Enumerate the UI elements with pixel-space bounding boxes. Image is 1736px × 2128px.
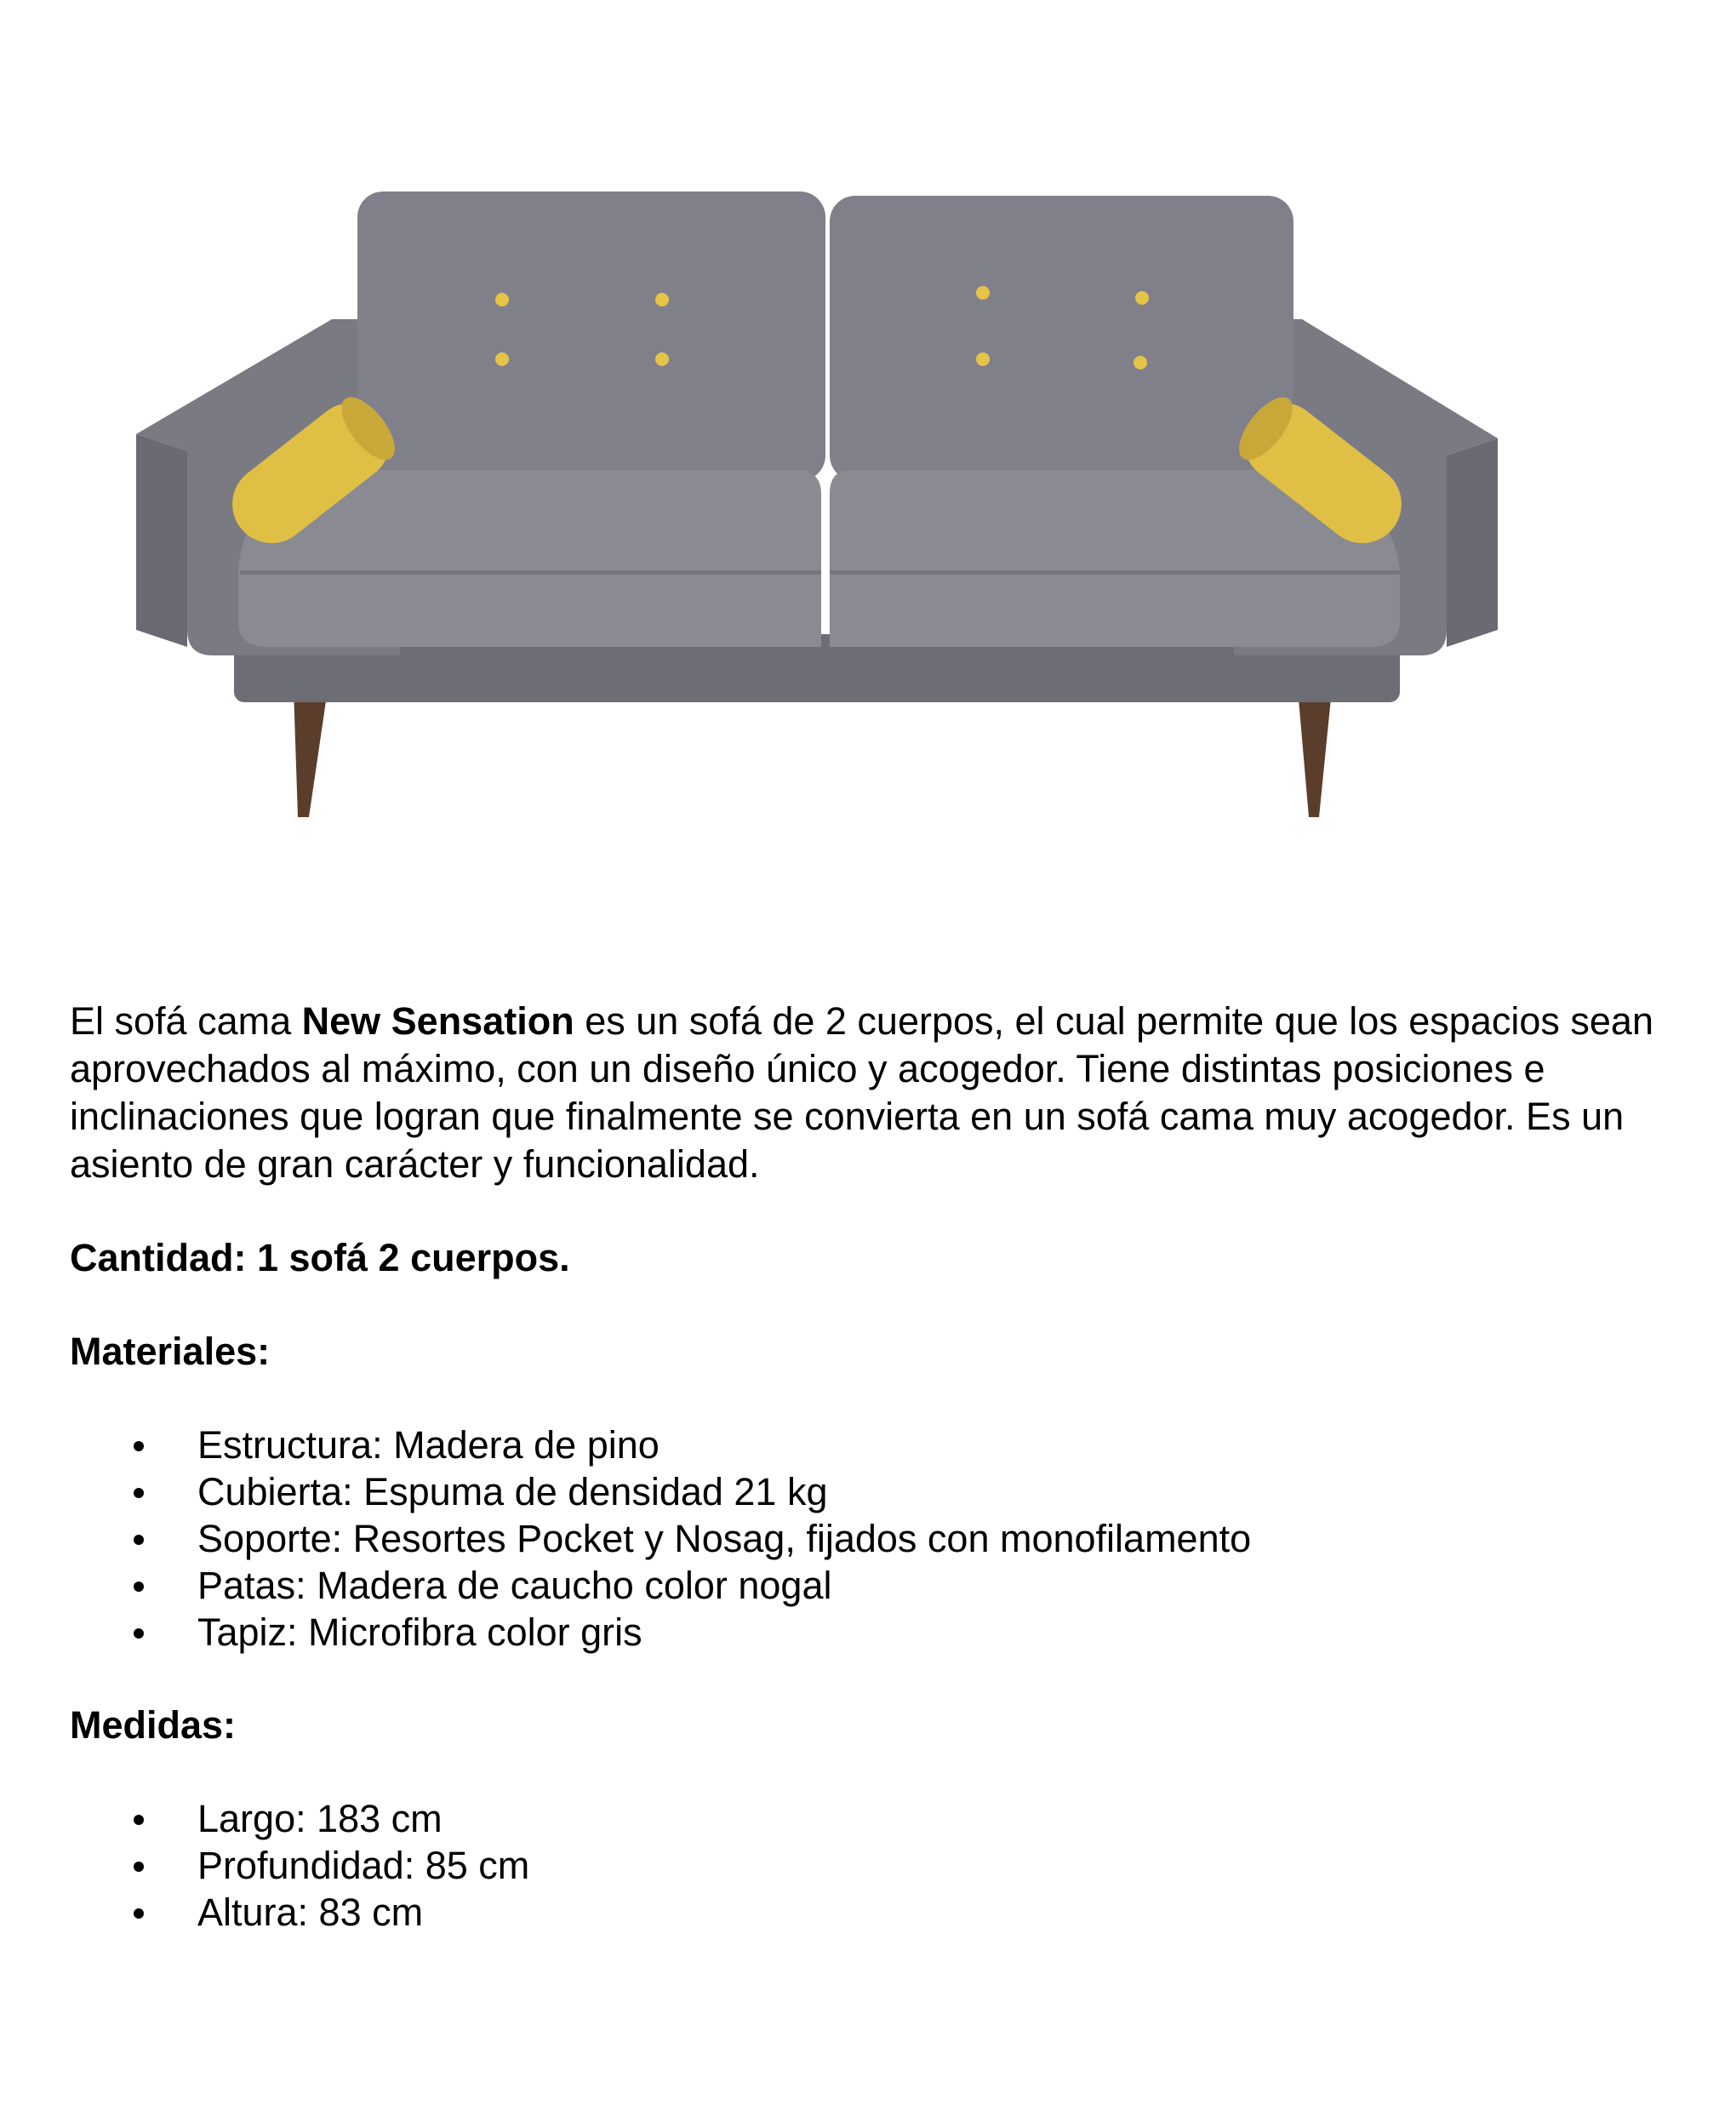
intro-paragraph: El sofá cama New Sensation es un sofá de 2 cuerpos, el cual permite que los espacios sean aprovechados al máximo, con un diseño único y acogedor. Tiene distintas posiciones e inclinaciones que logran que finalmente se convierta en un sofá cama muy acogedor. Es un asiento de gran carácter y funcionalidad. xyxy=(70,999,1653,1186)
list-item: Soporte: Resortes Pocket y Nosag, fijados con monofilamento xyxy=(70,1515,1687,1562)
sofa-image xyxy=(128,170,1506,834)
measures-heading: Medidas: xyxy=(70,1703,237,1747)
list-item: Tapiz: Microfibra color gris xyxy=(70,1609,1687,1656)
materials-list xyxy=(70,1422,1687,1656)
list-item: Estructura: Madera de pino xyxy=(70,1422,1687,1468)
product-name: New Sensation xyxy=(301,999,574,1043)
back-cushion-left xyxy=(357,192,825,481)
list-item: Profundidad: 85 cm xyxy=(70,1842,1687,1889)
back-cushion-right xyxy=(830,196,1293,481)
product-description xyxy=(70,998,1687,1936)
list-item: Largo: 183 cm xyxy=(70,1795,1687,1842)
sofa-leg-right xyxy=(1298,689,1332,817)
sofa-leg-left xyxy=(294,689,328,817)
list-item: Cubierta: Espuma de densidad 21 kg xyxy=(70,1468,1687,1515)
measures-list xyxy=(70,1795,1687,1936)
list-item: Patas: Madera de caucho color nogal xyxy=(70,1562,1687,1609)
quantity-line: Cantidad: 1 sofá 2 cuerpos. xyxy=(70,1236,570,1279)
materials-heading: Materiales: xyxy=(70,1330,271,1373)
list-item: Altura: 83 cm xyxy=(70,1889,1687,1936)
